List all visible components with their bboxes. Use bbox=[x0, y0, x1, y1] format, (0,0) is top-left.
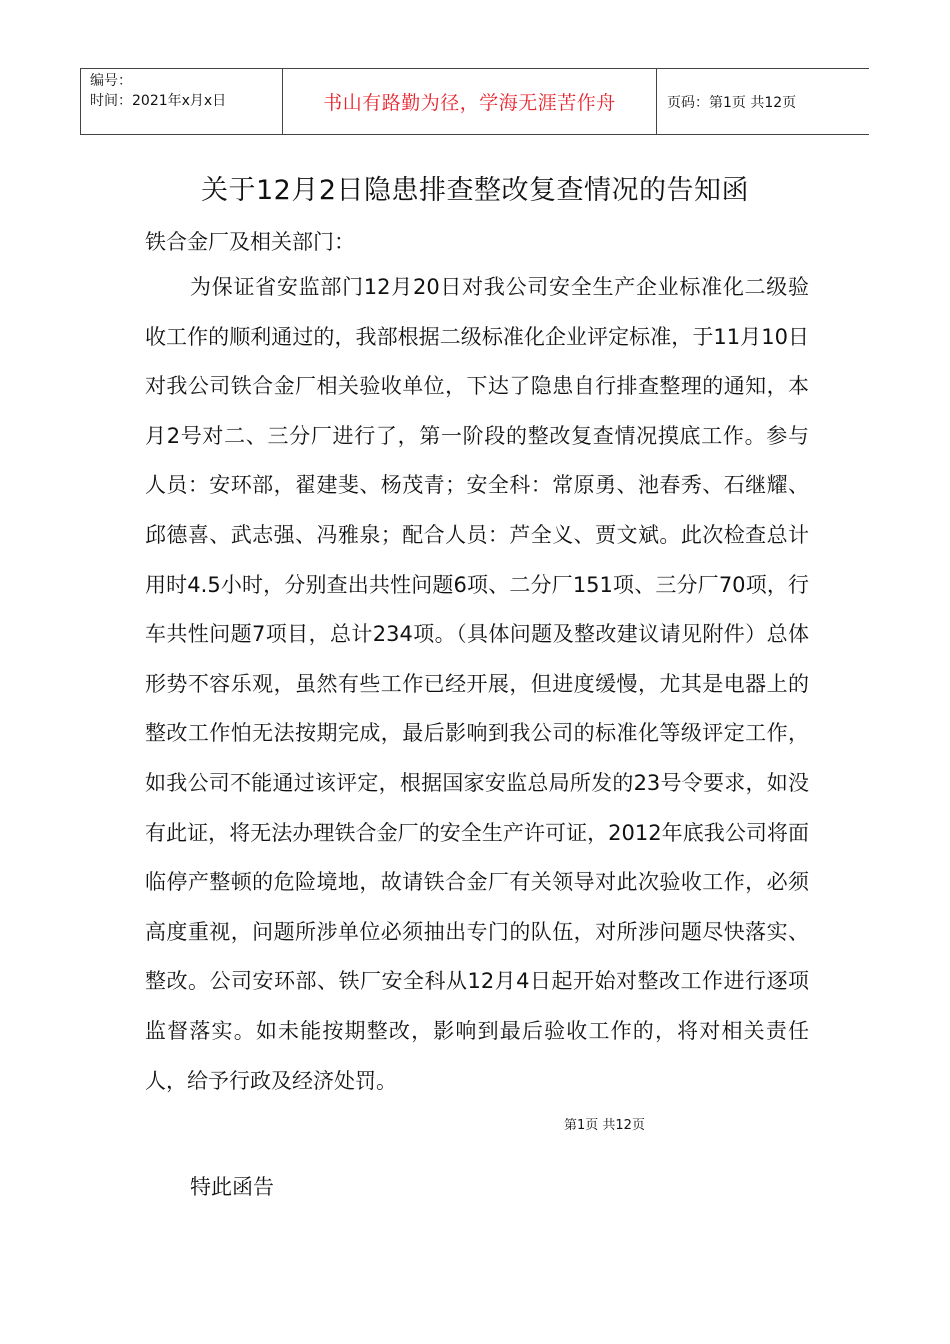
footer-page-indicator: 第1页 共12页 bbox=[564, 1118, 645, 1133]
header-table bbox=[80, 68, 869, 135]
document-title: 关于12月2日隐患排查整改复查情况的告知函 bbox=[200, 175, 750, 206]
header-page-cell bbox=[657, 69, 869, 134]
document-time-label: 时间：2021年x月x日 bbox=[90, 93, 227, 109]
document-closing: 特此函告 bbox=[190, 1175, 274, 1199]
document-addressee: 铁合金厂及相关部门： bbox=[145, 230, 355, 254]
header-meta-cell bbox=[81, 69, 283, 134]
header-page-label: 页码：第1页 共12页 bbox=[667, 94, 797, 111]
document-body-paragraph: 为保证省安监部门12月20日对我公司安全生产企业标准化二级验收工作的顺利通过的，我部根据二级标准化企业评定标准，于11月10日对我公司铁合金厂相关验收单位，下达了隐患自行排查整理的通知，本月2号对二、三分厂进行了，第一阶段的整改复查情况摸底工作。参与人员：安环部，翟建斐、杨茂青；安全科：常原勇、池春秀、石继耀、邱德喜、武志强、冯雅泉；配合人员：芦全义、贾文斌。此次检查总计用时4.5小时，分别查出共性问题6项、二分厂151项、三分厂70项，行车共性问题7项目，总计234项。（具体问题及整改建议请见附件）总体形势不容乐观，虽然有些工作已经开展，但进度缓慢，尤其是电器上的整改工作怕无法按期完成，最后影响到我公司的标准化等级评定工作，如我公司不能通过该评定，根据国家安监总局所发的23号令要求，如没有此证，将无法办理铁合金厂的安全生产许可证，2012年底我公司将面临停产整顿的危险境地，故请铁合金厂有关领导对此次验收工作，必须高度重视，问题所涉单位必须抽出专门的队伍，对所涉问题尽快落实、整改。公司安环部、铁厂安全科从12月4日起开始对整改工作进行逐项监督落实。如未能按期整改，影响到最后验收工作的，将对相关责任人，给予行政及经济处罚。 bbox=[145, 275, 809, 1093]
header-motto-cell bbox=[283, 69, 657, 134]
header-motto: 书山有路勤为径，学海无涯苦作舟 bbox=[323, 92, 616, 114]
document-number-label: 编号： bbox=[90, 73, 132, 89]
